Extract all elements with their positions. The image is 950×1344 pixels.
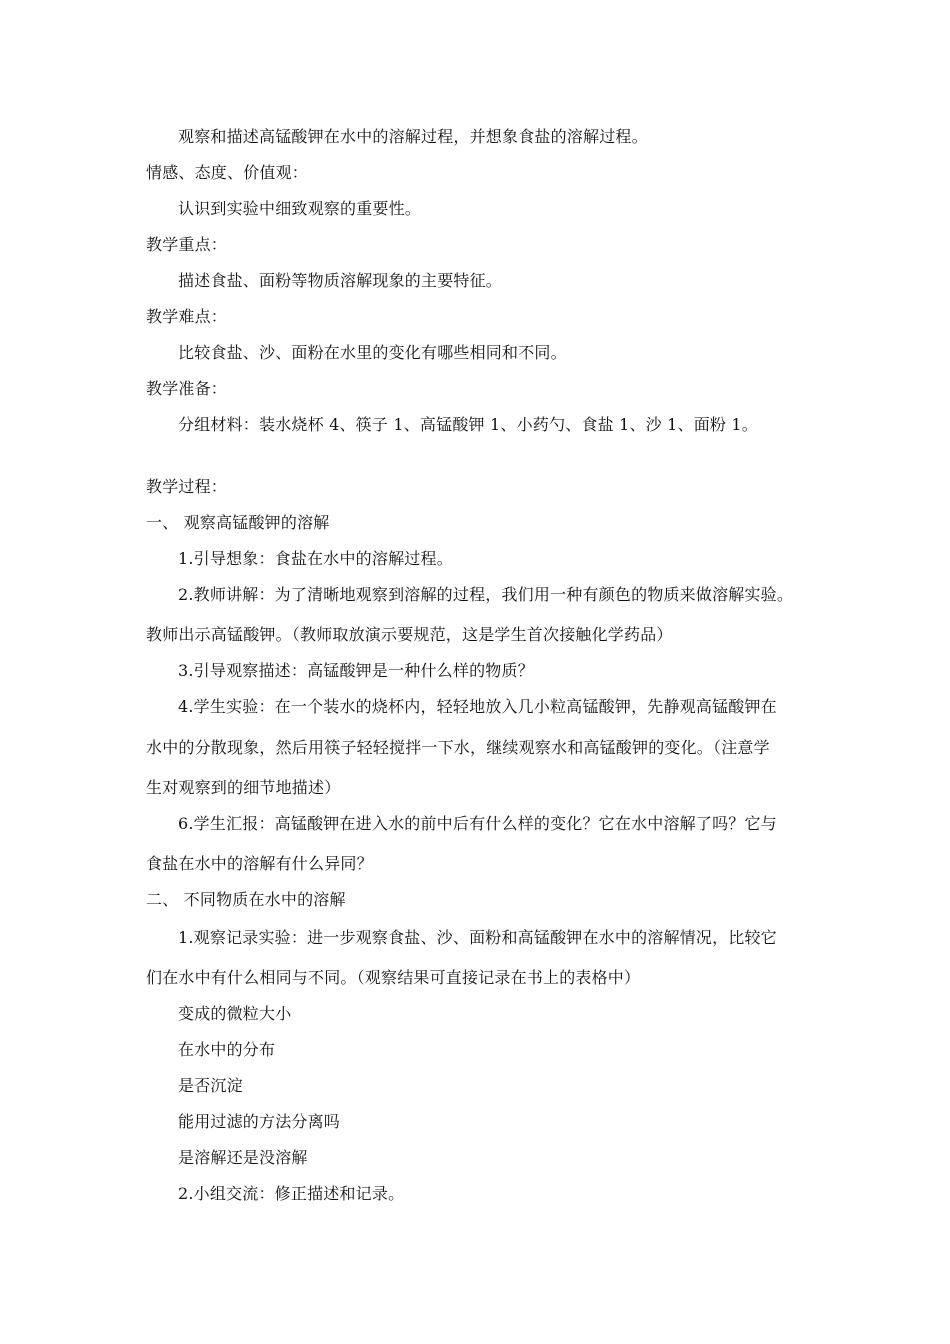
table-item-distribution: 在水中的分布 [178, 1040, 276, 1059]
step-4-continued-1: 水中的分散现象，然后用筷子轻轻搅拌一下水，继续观察水和高锰酸钾的变化。（注意学 [146, 738, 770, 757]
observation-step-1-continued: 们在水中有什么相同与不同。（观察结果可直接记录在书上的表格中） [146, 968, 641, 987]
step-4-text: 4.学生实验：在一个装水的烧杯内，轻轻地放入几小粒高锰酸钾，先静观高锰酸钾在 [178, 697, 777, 716]
table-item-dissolved: 是溶解还是没溶解 [178, 1148, 308, 1167]
step-1-text: 1.引导想象：食盐在水中的溶解过程。 [178, 549, 453, 568]
heading-teaching-difficulty: 教学难点： [146, 307, 228, 326]
teaching-difficulty-text: 比较食盐、沙、面粉在水里的变化有哪些相同和不同。 [178, 343, 567, 362]
step-6-continued: 食盐在水中的溶解有什么异同？ [146, 854, 373, 873]
section-two-title: 二、 不同物质在水中的溶解 [146, 890, 346, 909]
step-4-continued-2: 生对观察到的细节地描述） [146, 778, 341, 797]
step-3-text: 3.引导观察描述：高锰酸钾是一种什么样的物质？ [178, 661, 534, 680]
group-discussion-text: 2.小组交流：修正描述和记录。 [178, 1184, 405, 1203]
materials-text: 分组材料：装水烧杯 4、筷子 1、高锰酸钾 1、小药勺、食盐 1、沙 1、面粉 1。 [178, 415, 758, 434]
heading-teaching-preparation: 教学准备： [146, 379, 228, 398]
heading-teaching-focus: 教学重点： [146, 235, 228, 254]
teaching-focus-text: 描述食盐、面粉等物质溶解现象的主要特征。 [178, 271, 503, 290]
table-item-filtration: 能用过滤的方法分离吗 [178, 1112, 341, 1131]
table-item-particle-size: 变成的微粒大小 [178, 1004, 292, 1023]
section-one-title: 一、 观察高锰酸钾的溶解 [146, 513, 330, 532]
table-item-sediment: 是否沉淀 [178, 1076, 243, 1095]
observation-step-1-text: 1.观察记录实验：进一步观察食盐、沙、面粉和高锰酸钾在水中的溶解情况，比较它 [178, 928, 777, 947]
step-2-continued: 教师出示高锰酸钾。（教师取放演示要规范，这是学生首次接触化学药品） [146, 625, 673, 644]
heading-teaching-process: 教学过程： [146, 477, 228, 496]
heading-emotion-attitude-values: 情感、态度、价值观： [146, 163, 309, 182]
step-2-text: 2.教师讲解：为了清晰地观察到溶解的过程，我们用一种有颜色的物质来做溶解实验。 [178, 585, 794, 604]
objective-emotion-text: 认识到实验中细致观察的重要性。 [178, 199, 422, 218]
objective-skills-text: 观察和描述高锰酸钾在水中的溶解过程，并想象食盐的溶解过程。 [178, 127, 648, 146]
step-6-text: 6.学生汇报：高锰酸钾在进入水的前中后有什么样的变化？它在水中溶解了吗？它与 [178, 814, 777, 833]
